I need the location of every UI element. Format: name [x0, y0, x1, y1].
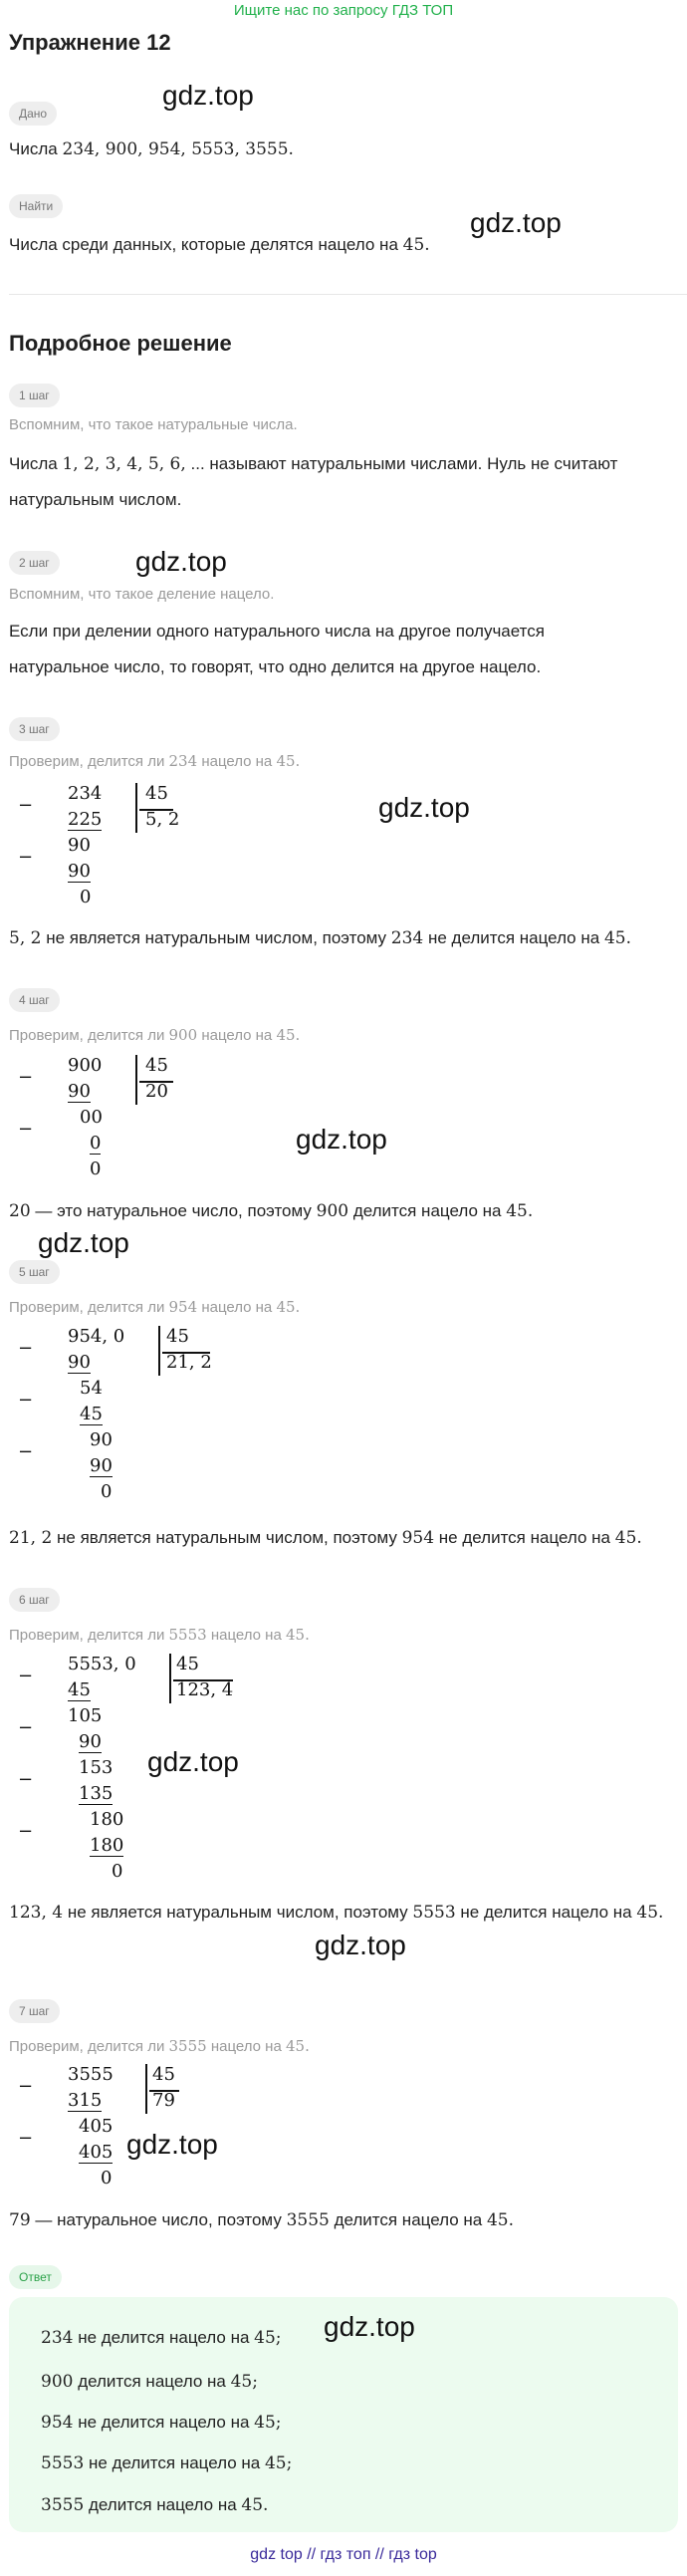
step-3-label: 3 шаг — [9, 717, 60, 741]
given-text: Числа 234, 900, 954, 5553, 3555. — [9, 139, 294, 159]
search-hint-link[interactable]: Ищите нас по запросу ГДЗ ТОП — [233, 2, 454, 19]
remainder: 405 — [79, 2116, 114, 2137]
step-7-conclusion: 79 — натуральное число, поэтому 3555 делится нацело на 45. — [9, 2210, 515, 2230]
minus-sign: − — [18, 1338, 34, 1359]
watermark: gdz.top — [315, 1930, 406, 1960]
minus-sign: − — [18, 1441, 34, 1462]
quotient: 123, 4 — [176, 1679, 234, 1700]
step-1-hint: Вспомним, что такое натуральные числа. — [9, 416, 298, 433]
remainder: 54 — [80, 1378, 103, 1399]
answer-line: 234 не делится нацело на 45; — [41, 2328, 282, 2348]
watermark: gdz.top — [162, 80, 254, 111]
step-6-label: 6 шаг — [9, 1588, 60, 1612]
step-3-hint: Проверим, делится ли 234 нацело на 45. — [9, 752, 301, 770]
answer-label: Ответ — [9, 2265, 62, 2289]
step-2-label: 2 шаг — [9, 551, 60, 575]
division-bar — [158, 1326, 160, 1376]
long-division-5553 — [0, 1650, 418, 1889]
minus-sign: − — [18, 795, 34, 816]
long-division-234 — [0, 779, 418, 918]
minus-sign: − — [18, 847, 34, 868]
step-4-hint: Проверим, делится ли 900 нацело на 45. — [9, 1026, 301, 1044]
watermark: gdz.top — [38, 1227, 129, 1258]
step-4-conclusion: 20 — это натуральное число, поэтому 900 делится нацело на 45. — [9, 1201, 534, 1221]
step-6-conclusion: 123, 4 не является натуральным числом, поэтому 5553 не делится нацело на 45. — [9, 1903, 664, 1923]
minus-sign: − — [18, 1390, 34, 1411]
step-2-text: Если при делении одного натурального числа на другое получается натуральное число, то говорят, что одно делится на другое нацело. — [9, 622, 545, 676]
remainder: 153 — [79, 1757, 114, 1778]
step-1-label: 1 шаг — [9, 384, 60, 407]
answer-line: 5553 не делится нацело на 45; — [41, 2453, 293, 2473]
step-5-label: 5 шаг — [9, 1260, 60, 1284]
minus-sign: − — [18, 1769, 34, 1790]
minus-sign: − — [18, 2076, 34, 2097]
watermark: gdz.top — [135, 546, 227, 577]
find-label: Найти — [9, 194, 63, 218]
footer-links[interactable]: gdz top // гдз топ // гдз top — [250, 2546, 437, 2563]
subtrahend: 0 — [90, 1133, 102, 1154]
watermark: gdz.top — [470, 207, 562, 238]
remainder: 105 — [68, 1705, 103, 1726]
step-6-hint: Проверим, делится ли 5553 нацело на 45. — [9, 1626, 310, 1644]
step-4-label: 4 шаг — [9, 988, 60, 1012]
remainder: 0 — [101, 1481, 113, 1502]
remainder: 00 — [80, 1107, 103, 1128]
step-7-label: 7 шаг — [9, 1999, 60, 2023]
watermark: gdz.top — [324, 2311, 415, 2342]
subtrahend: 90 — [79, 1731, 102, 1752]
given-label: Дано — [9, 102, 57, 126]
watermark: gdz.top — [378, 792, 470, 823]
long-division-900 — [0, 1051, 418, 1190]
subtrahend: 90 — [68, 1352, 91, 1373]
solution-title: Подробное решение — [9, 331, 232, 356]
remainder: 0 — [112, 1861, 123, 1882]
answer-line: 3555 делится нацело на 45. — [41, 2495, 269, 2515]
exercise-title: Упражнение 12 — [9, 30, 171, 55]
divisor: 45 — [145, 783, 168, 804]
minus-sign: − — [18, 1717, 34, 1738]
remainder: 0 — [80, 887, 92, 907]
quotient: 20 — [145, 1081, 168, 1102]
quotient: 21, 2 — [166, 1352, 212, 1373]
minus-sign: − — [18, 2128, 34, 2149]
subtrahend: 90 — [68, 1081, 91, 1102]
subtrahend: 90 — [90, 1455, 113, 1476]
divisor: 45 — [152, 2064, 175, 2085]
step-3-conclusion: 5, 2 не является натуральным числом, поэтому 234 не делится нацело на 45. — [9, 928, 631, 948]
step-7-hint: Проверим, делится ли 3555 нацело на 45. — [9, 2037, 310, 2055]
division-bar — [135, 783, 137, 833]
answer-line: 900 делится нацело на 45; — [41, 2372, 258, 2392]
dividend: 234 — [68, 783, 103, 804]
dividend: 954, 0 — [68, 1326, 125, 1347]
step-1-text: Числа 1, 2, 3, 4, 5, 6, ... называют натуральными числами. Нуль не считают натуральным числом. — [9, 454, 618, 509]
minus-sign: − — [18, 1119, 34, 1140]
step-5-hint: Проверим, делится ли 954 нацело на 45. — [9, 1298, 301, 1316]
divisor: 45 — [145, 1055, 168, 1076]
step-5-conclusion: 21, 2 не является натуральным числом, поэтому 954 не делится нацело на 45. — [9, 1528, 642, 1548]
watermark: gdz.top — [296, 1124, 387, 1155]
watermark: gdz.top — [126, 2129, 218, 2160]
subtrahend: 225 — [68, 809, 103, 830]
answer-box — [9, 2297, 678, 2532]
remainder: 0 — [90, 1159, 102, 1179]
section-divider — [9, 294, 687, 295]
subtrahend: 405 — [79, 2142, 114, 2163]
division-bar — [135, 1055, 137, 1105]
remainder: 90 — [68, 835, 91, 856]
subtrahend: 315 — [68, 2090, 103, 2111]
dividend: 3555 — [68, 2064, 114, 2085]
division-bar — [145, 2064, 147, 2114]
quotient: 79 — [152, 2090, 175, 2111]
dividend: 5553, 0 — [68, 1654, 136, 1674]
remainder: 90 — [90, 1429, 113, 1450]
remainder: 180 — [90, 1809, 124, 1830]
subtrahend: 135 — [79, 1783, 114, 1804]
divisor: 45 — [166, 1326, 189, 1347]
minus-sign: − — [18, 1067, 34, 1088]
step-2-hint: Вспомним, что такое деление нацело. — [9, 586, 275, 603]
subtrahend: 90 — [68, 861, 91, 882]
minus-sign: − — [18, 1666, 34, 1686]
subtrahend: 45 — [68, 1679, 91, 1700]
minus-sign: − — [18, 1821, 34, 1842]
watermark: gdz.top — [147, 1746, 239, 1777]
quotient: 5, 2 — [145, 809, 180, 830]
division-bar — [169, 1654, 171, 1703]
find-text: Числа среди данных, которые делятся нацело на 45. — [9, 235, 430, 255]
divisor: 45 — [176, 1654, 199, 1674]
answer-line: 954 не делится нацело на 45; — [41, 2413, 282, 2433]
long-division-3555 — [0, 2060, 418, 2199]
long-division-954 — [0, 1322, 418, 1511]
remainder: 0 — [101, 2168, 113, 2189]
subtrahend: 45 — [80, 1404, 103, 1424]
dividend: 900 — [68, 1055, 103, 1076]
subtrahend: 180 — [90, 1835, 124, 1856]
